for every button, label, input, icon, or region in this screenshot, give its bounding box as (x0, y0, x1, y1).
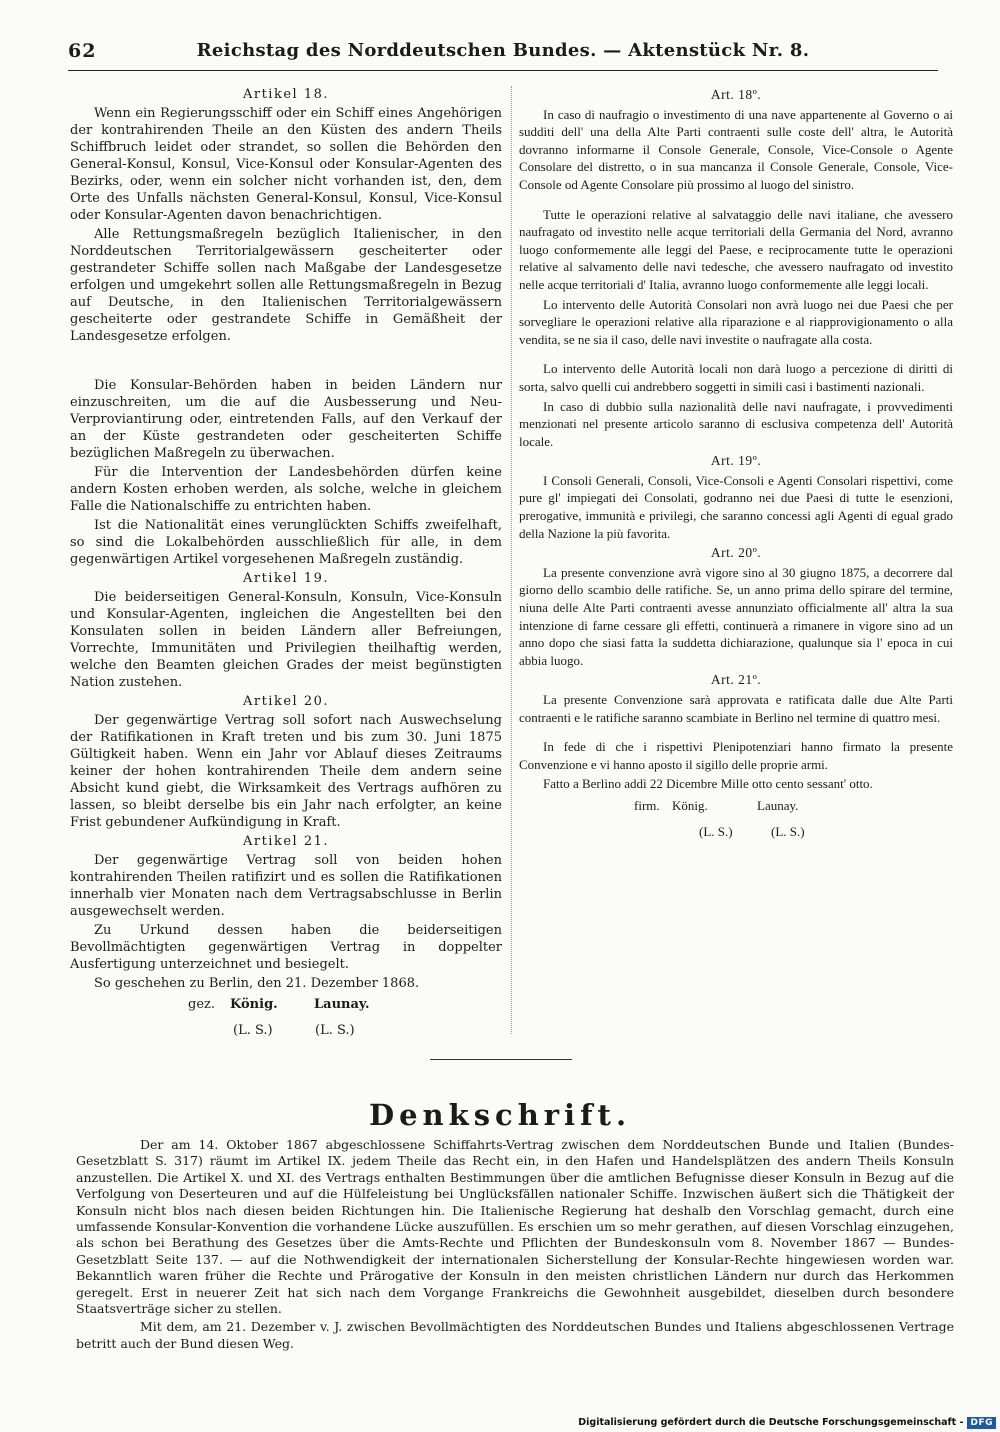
german-article-19-paragraph: Die beiderseitigen General-Konsuln, Konsuln, Vice-Konsuln und Konsular-Agenten, ingleichen die Angestellten bei den Konsulaten sollen in beiden Ländern aller Befreiungen, Vorrechte, Immunitäten und Privilegien theilhaftig werden, welche den Beamten gleichen Grades der meist begünstigten Nation zustehen. (70, 590, 502, 690)
memo-paragraph: Mit dem, am 21. Dezember v. J. zwischen Bevollmächtigten des Norddeutschen Bundes und Italiens abgeschlossenen Vertrage betritt auch der Bund diesen Weg. (76, 1319, 954, 1351)
running-title: Reichstag des Norddeutschen Bundes. — Aktenstück Nr. 8. (196, 40, 810, 61)
memo-paragraph: Der am 14. Oktober 1867 abgeschlossene Schiffahrts-Vertrag zwischen dem Norddeutschen Bunde und Italien (Bundes-Gesetzblatt S. 317) räumt im Artikel IX. jedem Theile das Recht ein, in den Hafen und Handelsplätzen des andern Theils Konsuln anzustellen. Die Artikel X. und XI. des Vertrags enthalten Bestimmungen über die amtlichen Befugnisse dieser Konsuln in Bezug auf die Verfolgung von Deserteuren und auf die Hülfeleistung bei Unglücksfällen nationaler Schiffe. Inzwischen äußert sich die Thätigkeit der Konsuln nicht blos nach diesen beiden Richtungen hin. Die Italienische Regierung hat deshalb den Vorschlag gemacht, durch eine umfassende Konsular-Konvention die vorhandene Lücke auszufüllen. Es erschien um so mehr gerathen, auf diesen Vorschlag einzugehen, als schon bei Berathung des Gesetzes über die Amts-Rechte und Pflichten der Bundeskonsuln vom 8. November 1867 — Bundes-Gesetzblatt Seite 137. — auf die Nothwendigkeit der internationalen Sicherstellung der Konsular-Rechte hingewiesen worden war. Bekanntlich waren früher die Rechte und Prärogative der Konsuln in den meisten christlichen Ländern nur durch das Herkommen geregelt. Erst in neuerer Zeit hat sich nach dem Vorgange Frankreichs die Gewohnheit ausgebildet, dieselben durch besondere Staatsverträge sicher zu stellen. (76, 1137, 954, 1317)
german-article-19-title: Artikel 19. (242, 571, 330, 586)
signature-koenig: König. (230, 997, 278, 1012)
seal-mark: (L. S.) (233, 1023, 273, 1038)
italian-article-18-paragraph: Tutte le operazioni relative al salvataggio delle navi italiane, che avessero naufragato od investito nelle acque territoriali della Germania del Nord, avranno luogo conformemente alle leggi del Paese, e reciprocamente tutte le operazioni relative al salvamento delle navi tedesche, che avessero naufragato od investito nelle acque territoriali d' Italia, avranno luogo conformemente alle leggi locali. (519, 206, 953, 292)
german-column (70, 86, 502, 1044)
dfg-logo-icon: DFG (967, 1417, 996, 1429)
german-article-18-paragraph: Alle Rettungsmaßregeln bezüglich Italienischer, in den Norddeutschen Territorialgewässern gescheiterter oder gestrandeter Schiffe sollen nach Maßgabe der Landesgesetze erfolgen und umgekehrt sollen alle Rettungsmaßregeln in Bezug auf Deutsche, in den Italienischen Territorialgewässern gescheiterte oder gestrandete Schiffe in Gemäßheit der Landesgesetze erfolgen. (70, 227, 502, 344)
italian-article-21-paragraph: In fede di che i rispettivi Plenipotenziari hanno firmato la presente Convenzione e vi hanno aposto il sigillo delle proprie armi. (519, 739, 953, 772)
german-closing-line: So geschehen zu Berlin, den 21. Dezember 1868. (94, 976, 420, 991)
column-divider (511, 86, 512, 1034)
italian-article-18-paragraph: Lo intervento delle Autorità locali non darà luogo a percezione di diritti di sorta, salvo quelli cui andrebbero soggetti in simili casi i bastimenti nazionali. (519, 361, 953, 394)
signature-launay: Launay. (314, 997, 370, 1012)
german-article-18-paragraph: Ist die Nationalität eines verunglückten Schiffs zweifelhaft, so sind die Lokalbehörden ausschließlich für alle, in dem gegenwärtigen Artikel vorgesehenen Maßregeln zuständig. (70, 518, 502, 567)
italian-article-21-title: Art. 21º. (710, 672, 762, 688)
german-article-18-paragraph: Die Konsular-Behörden haben in beiden Ländern nur einzuschreiten, um die auf die Ausbesserung und Neu-Verproviantirung oder, eintretenden Falls, auf den Verkauf der an der Küste gestrandeten oder gescheiterten Schiffe bezüglichen Maßregeln zu überwachen. (70, 378, 502, 461)
digitization-credit (578, 1415, 996, 1430)
signature-prefix: gez. (188, 997, 215, 1012)
signature-launay: Launay. (757, 797, 799, 813)
italian-article-21-paragraph: La presente Convenzione sarà approvata e ratificata dalle due Alte Parti contraenti e le ratifiche saranno scambiate in Berlino nel termine di quattro mesi. (519, 692, 953, 725)
italian-article-19-title: Art. 19º. (710, 453, 762, 469)
italian-article-20-title: Art. 20º. (710, 545, 762, 561)
seal-mark: (L. S.) (315, 1023, 355, 1038)
german-article-21-paragraph: Zu Urkund dessen haben die beiderseitigen Bevollmächtigten gegenwärtigen Vertrag in doppelter Ausfertigung unterzeichnet und besiegelt. (70, 923, 502, 972)
italian-signatures (519, 797, 953, 819)
german-seals (70, 1022, 502, 1044)
credit-text: Digitalisierung gefördert durch die Deutsche Forschungsgemeinschaft - (578, 1417, 964, 1428)
german-article-18-paragraph: Wenn ein Regierungsschiff oder ein Schiff eines Angehörigen der kontrahirenden Theile an den Küsten des andern Theils Schiffbruch leidet oder strandet, so sollen die Behörden den General-Konsul, Konsul, Vice-Konsul oder Konsular-Agenten des Bezirks, oder, wenn ein solcher nicht vorhanden ist, den, dem Orte des Unfalls nächsten General-Konsul, Konsul, Vice-Konsul oder Konsular-Agenten davon benachrichtigen. (70, 106, 502, 223)
italian-article-18-title: Art. 18º. (710, 87, 762, 102)
italian-column (519, 86, 953, 845)
signature-prefix: firm. (634, 797, 660, 813)
seal-mark: (L. S.) (699, 823, 733, 839)
italian-seals (519, 823, 953, 845)
german-article-18-paragraph: Für die Intervention der Landesbehörden dürfen keine andern Kosten erhoben werden, als solche, welche in gleichem Falle die Nationalschiffe zu entrichten haben. (70, 465, 502, 514)
german-article-21-paragraph: Der gegenwärtige Vertrag soll von beiden hohen kontrahirenden Theilen ratifizirt und es sollen die Ratifikationen innerhalb vier Monaten nach dem Vertragsabschlusse in Berlin ausgewechselt werden. (70, 853, 502, 919)
section-rule (430, 1059, 572, 1060)
seal-mark: (L. S.) (771, 823, 805, 839)
page-number: 62 (68, 40, 97, 62)
german-signatures (70, 996, 502, 1018)
italian-closing-line: Fatto a Berlino addì 22 Dicembre Mille otto cento sessant' otto. (543, 776, 873, 792)
italian-article-20-paragraph: La presente convenzione avrà vigore sino al 30 giugno 1875, a decorrere dal giorno dello scambio delle ratifiche. Se, un anno prima dello spirare del termine, niuna delle Alte Parti contraenti avesse annunziato officialmente all' altra la sua intenzione di farne cessare gli effetti, continuerà a rimanere in vigore sino ad un anno dopo che siasi fatta la suddetta dichiarazione, qualunque sia l' epoca in cui abbia luogo. (519, 564, 953, 668)
italian-article-19-paragraph: I Consoli Generali, Consoli, Vice-Consoli e Agenti Consolari rispettivi, come pure gl' impiegati dei Consolati, godranno nei due Paesi di tutte le esenzioni, prerogative, immunità e privilegi, che saranno concessi agli Agenti di egual grado della Nazione la più favorita. (519, 472, 953, 541)
signature-koenig: König. (672, 797, 708, 813)
italian-article-18-paragraph: In caso di dubbio sulla nazionalità delle navi naufragate, i provvedimenti menzionati nel presente articolo saranno di esclusiva competenza dell' Autorità locale. (519, 398, 953, 449)
german-article-21-title: Artikel 21. (242, 834, 330, 849)
memo-title: Denkschrift. (368, 1098, 632, 1132)
german-article-20-paragraph: Der gegenwärtige Vertrag soll sofort nach Auswechselung der Ratifikationen in Kraft treten und bis zum 30. Juni 1875 Gültigkeit haben. Wenn ein Jahr vor Ablauf dieses Zeitraums keiner der hohen kontrahirenden Theile dem andern seine Absicht kund giebt, die Wirksamkeit des Vertrags aufhören zu lassen, so bleibt derselbe bis ein Jahr nach erfolgter, an keine Frist gebundener Aufkündigung in Kraft. (70, 713, 502, 830)
memo-body (76, 1137, 954, 1354)
page-header (68, 40, 938, 71)
italian-article-18-paragraph: In caso di naufragio o investimento di una nave appartenente al Governo o ai sudditi dell' una della Alte Parti contraenti sulle coste dell' altra, le Autorità dovranno informarne il Console Generale, Console, Vice-Console o Agente Consolare del distretto, o in sua mancanza il Console Generale, Console, Vice-Console od Agente Consolare più prossimo al luogo del sinistro. (519, 106, 953, 192)
italian-article-18-paragraph: Lo intervento delle Autorità Consolari non avrà luogo nei due Paesi che per sorvegliare le operazioni relative alla riparazione e al riapprovigionamento o alla vendita, se ne sia il caso, delle navi investite o naufragate alla costa. (519, 296, 953, 347)
german-article-20-title: Artikel 20. (242, 694, 330, 709)
german-article-18-title: Artikel 18. (242, 87, 330, 102)
